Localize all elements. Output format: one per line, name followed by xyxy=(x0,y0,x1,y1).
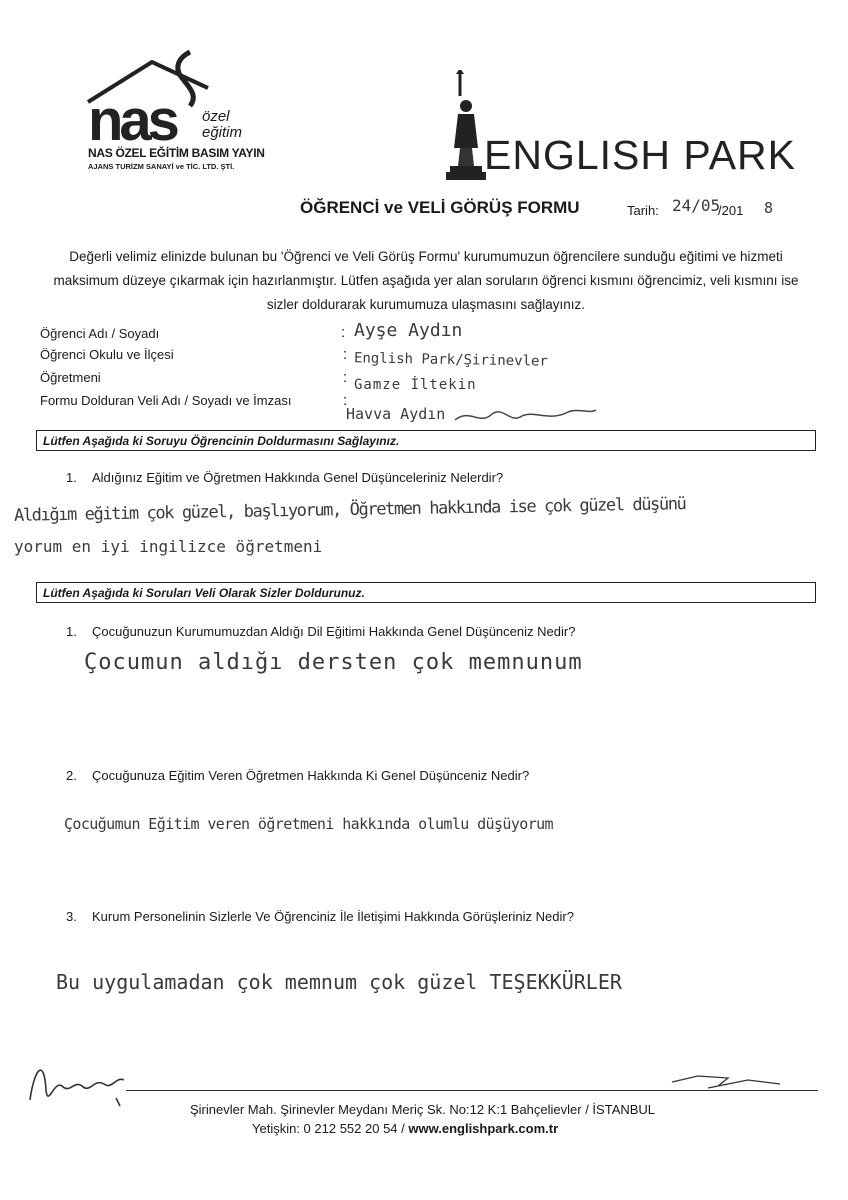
field-label-teacher: Öğretmeni xyxy=(40,370,101,385)
english-park-wordmark: ENGLISH PARK xyxy=(484,132,796,178)
parent-section-instruction: Lütfen Aşağıda ki Soruları Veli Olarak Sizler Doldurunuz. xyxy=(36,582,816,603)
student-section-instruction: Lütfen Aşağıda ki Soruyu Öğrencinin Doldurmasını Sağlayınız. xyxy=(36,430,816,451)
nas-logo xyxy=(82,44,282,179)
field-separator: : xyxy=(343,392,348,409)
field-value-parent: Havva Aydın xyxy=(346,405,446,423)
parent-question-2-text: Çocuğunuza Eğitim Veren Öğretmen Hakkında Ki Genel Düşünceniz Nedir? xyxy=(92,768,530,783)
form-title: ÖĞRENCİ ve VELİ GÖRÜŞ FORMU xyxy=(300,198,580,217)
statue-of-liberty-icon xyxy=(432,70,492,185)
field-separator: : xyxy=(341,324,346,341)
date-label: Tarih: xyxy=(627,203,659,218)
footer-phone: Yetişkin: 0 212 552 20 54 / xyxy=(252,1121,405,1136)
student-question-text: Aldığınız Eğitim ve Öğretmen Hakkında Genel Düşünceleriniz Nelerdir? xyxy=(92,470,504,485)
field-value-school: English Park/Şirinevler xyxy=(353,350,548,370)
date-handwritten: 24/05 xyxy=(672,196,721,215)
parent-question-1-number: 1. xyxy=(66,624,77,639)
footer-website-link[interactable]: www.englishpark.com.tr xyxy=(408,1121,559,1136)
nas-company-line1: NAS ÖZEL EĞİTİM BASIM YAYIN xyxy=(88,146,265,160)
nas-egitim-text: eğitim xyxy=(202,124,243,141)
nas-ozel-text: özel xyxy=(202,108,230,125)
intro-paragraph: Değerli velimiz elinizde bulunan bu 'Öğrenci ve Veli Görüş Formu' kurumumuzun öğrencilere sunduğu eğitimi ve hizmeti maksimum düzeye çıkarmak için hazırlanmıştır. Lütfen aşağıda yer alan soruların öğrenci kısmını öğrencimiz, veli kısmını ise sizler doldurarak kurumumuza ulaşmasını sağlayınız. xyxy=(53,249,799,312)
field-value-student-name: Ayşe Aydın xyxy=(354,320,463,341)
student-question-number: 1. xyxy=(66,470,77,485)
footer-address: Şirinevler Mah. Şirinevler Meydanı Meriç Sk. No:12 K:1 Bahçelievler / İSTANBUL xyxy=(190,1102,656,1117)
date-year-handwritten: 8 xyxy=(764,199,774,217)
student-answer-line2: yorum en iyi ingilizce öğretmeni xyxy=(14,537,323,556)
english-park-logo xyxy=(428,70,796,190)
parent-question-3-text: Kurum Personelinin Sizlerle Ve Öğrenciniz İle İletişimi Hakkında Görüşleriniz Nedir? xyxy=(92,909,574,924)
field-value-teacher: Gamze İltekin xyxy=(354,377,477,393)
field-separator: : xyxy=(343,369,348,386)
parent-answer-3: Bu uygulamadan çok memnum çok güzel TEŞEKKÜRLER xyxy=(56,970,622,994)
svg-text:nas: nas xyxy=(88,88,176,153)
stamp-signature-icon xyxy=(668,1066,798,1096)
field-label-school: Öğrenci Okulu ve İlçesi xyxy=(40,347,174,362)
field-label-parent: Formu Dolduran Veli Adı / Soyadı ve İmzası xyxy=(40,393,292,408)
student-answer-line1: Aldığım eğitim çok güzel, başlıyorum, Öğretmen hakkında ise çok güzel düşünü xyxy=(13,494,686,526)
parent-answer-1: Çocumun aldığı dersten çok memnunum xyxy=(84,650,583,675)
parent-question-1-text: Çocuğunuzun Kurumumuzdan Aldığı Dil Eğitimi Hakkında Genel Düşünceniz Nedir? xyxy=(92,624,576,639)
parent-question-2-number: 2. xyxy=(66,768,77,783)
nas-company-line2: AJANS TURİZM SANAYİ ve TİC. LTD. ŞTİ. xyxy=(88,162,235,171)
field-label-student-name: Öğrenci Adı / Soyadı xyxy=(40,326,160,341)
parent-signature-icon xyxy=(450,404,600,430)
parent-question-3-number: 3. xyxy=(66,909,77,924)
field-separator: : xyxy=(343,346,348,363)
date-year-printed: /201 xyxy=(718,203,744,218)
parent-answer-2: Çocuğumun Eğitim veren öğretmeni hakkında olumlu düşüyorum xyxy=(64,815,553,833)
handwritten-signature-icon xyxy=(20,1050,140,1120)
footer-contact xyxy=(252,1121,558,1136)
